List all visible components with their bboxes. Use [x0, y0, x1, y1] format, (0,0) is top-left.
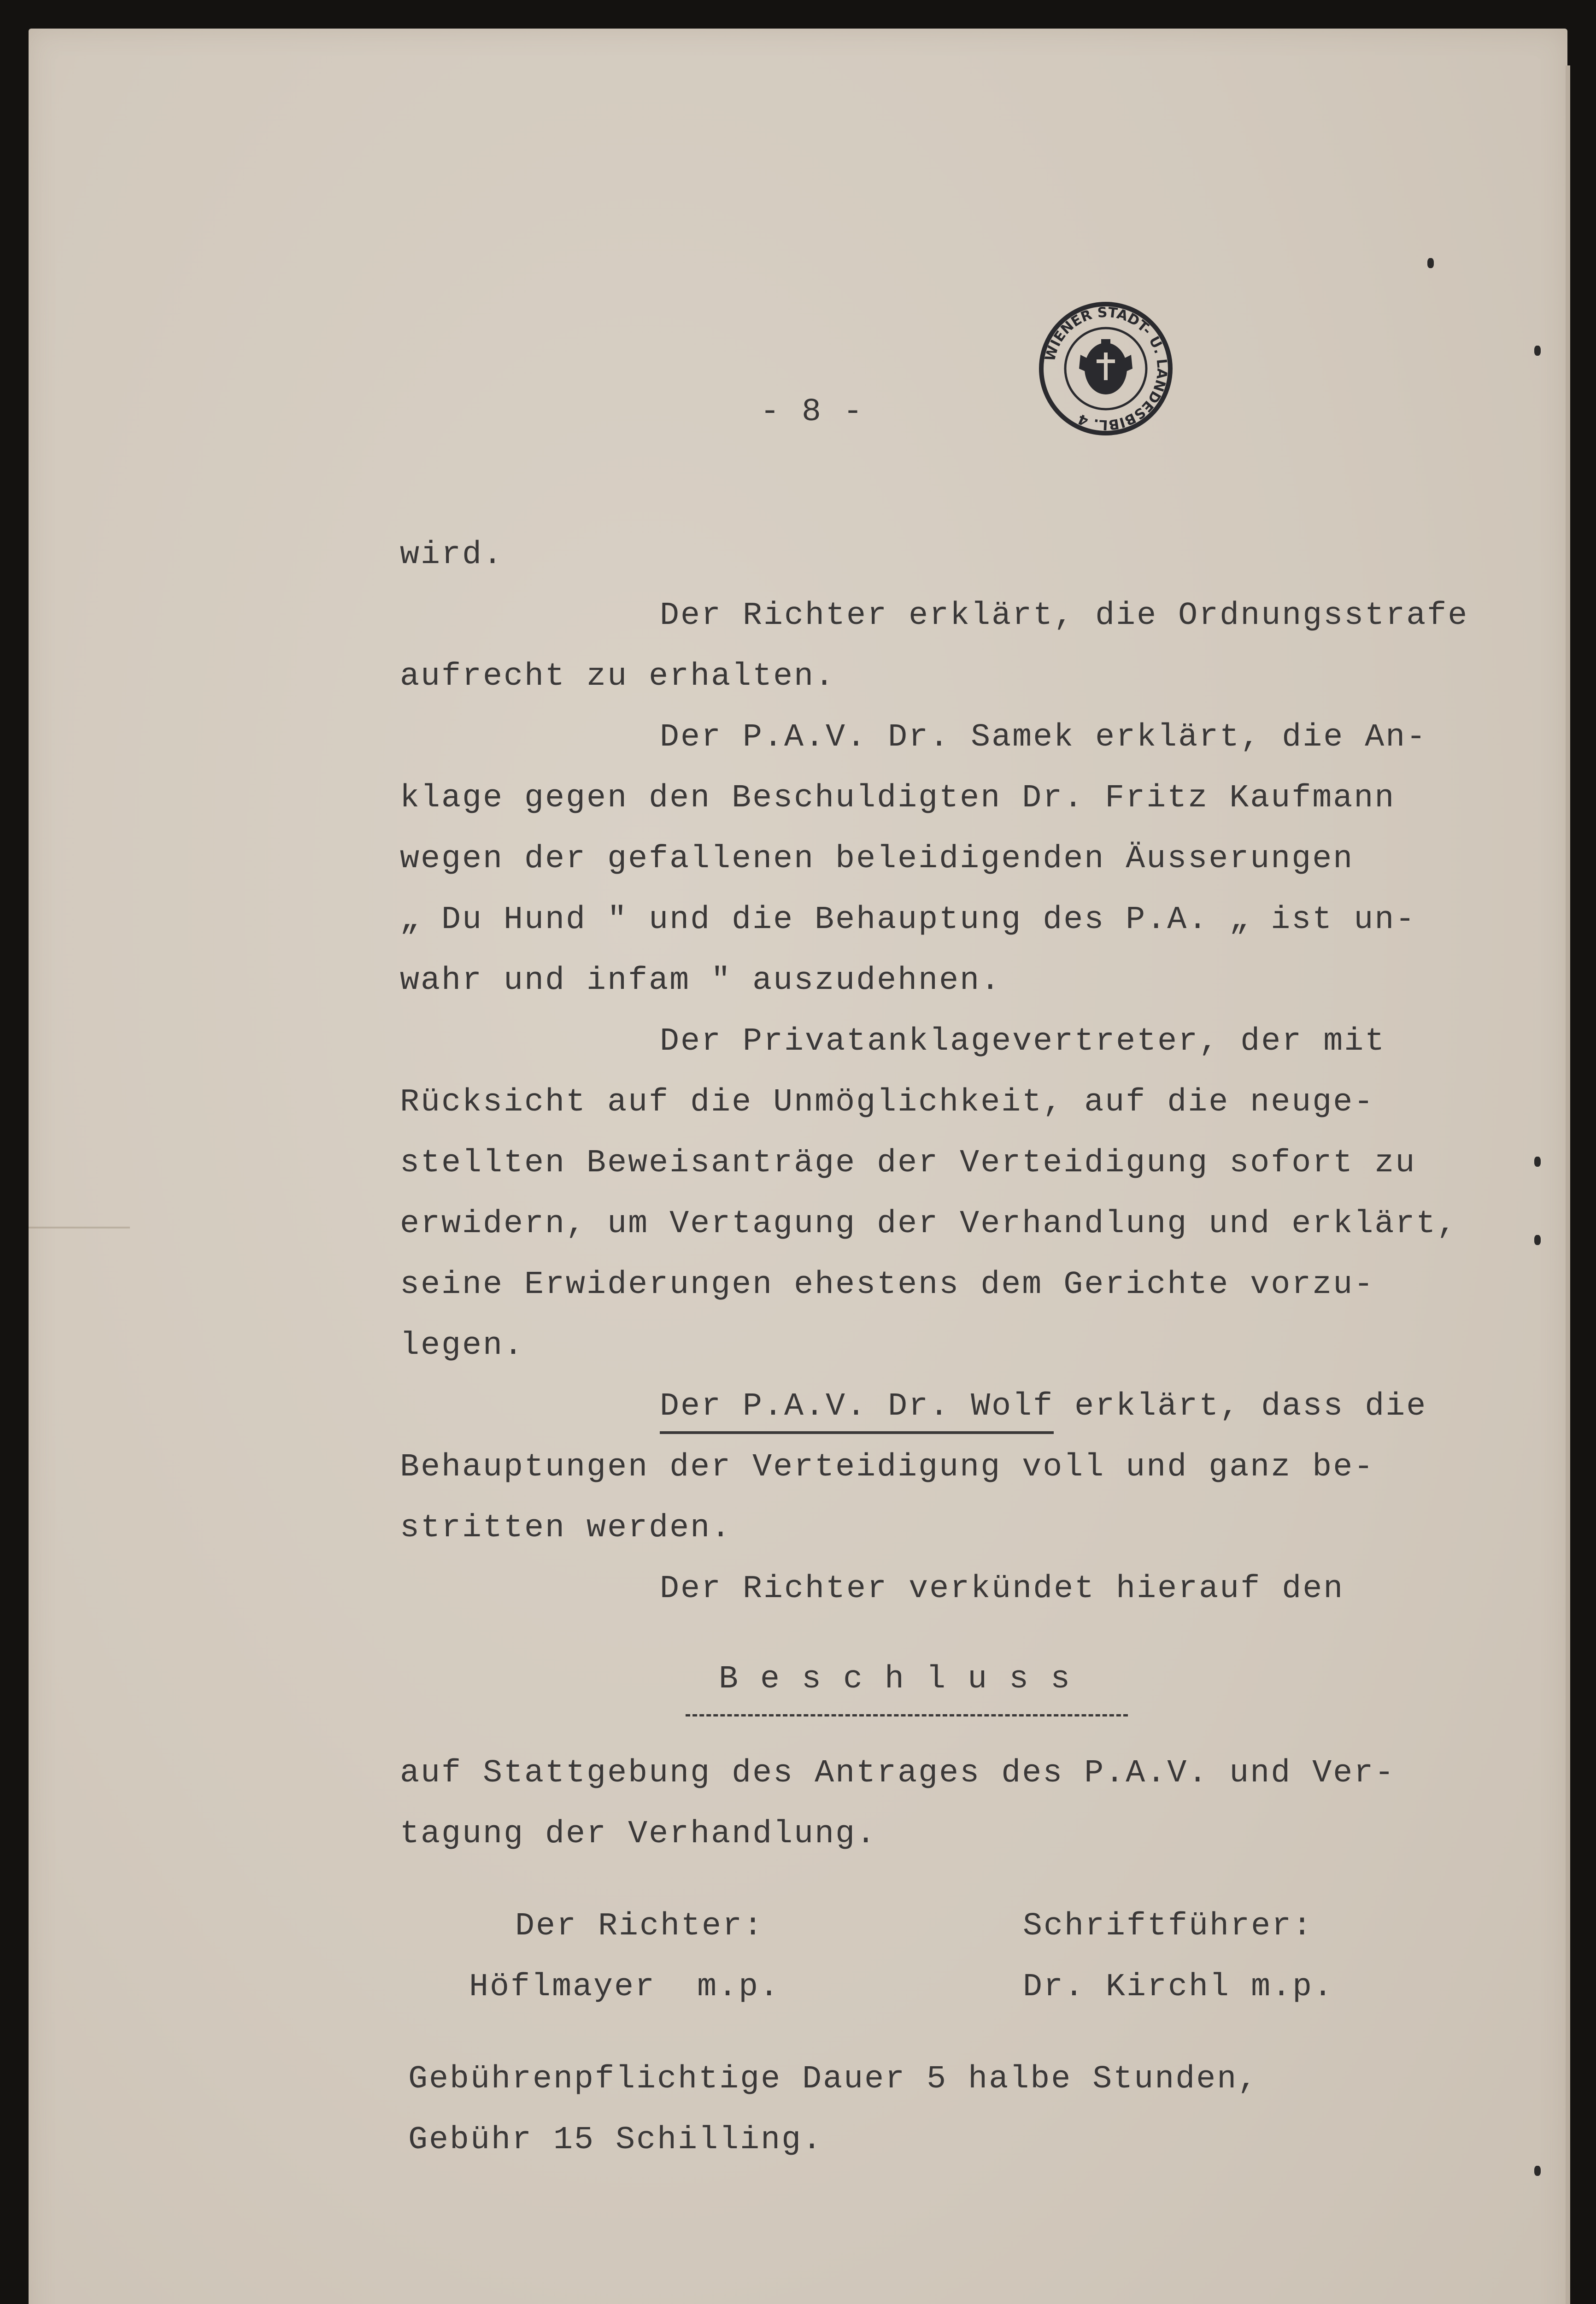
margin-mark — [1534, 346, 1541, 356]
margin-mark — [1534, 1157, 1541, 1167]
beschluss-heading: B e s c h l u s s — [719, 1661, 1072, 1698]
body-line: Der Richter verkündet hierauf den — [660, 1571, 1344, 1607]
body-line: wird. — [400, 537, 504, 573]
body-line: stritten werden. — [400, 1510, 732, 1546]
margin-mark — [1534, 2166, 1541, 2176]
body-line-tail: erklärt, dass die — [1054, 1388, 1427, 1425]
body-line: Der Privatanklagevertreter, der mit — [660, 1023, 1386, 1060]
body-line: wegen der gefallenen beleidigenden Äusserungen — [400, 841, 1354, 877]
svg-text:WIENER STADT- U. LANDESBIBL. 4: WIENER STADT- U. LANDESBIBL. 4 — [1042, 304, 1170, 433]
library-stamp-icon — [1037, 300, 1175, 438]
clerk-title: Schriftführer: — [1023, 1908, 1314, 1945]
margin-mark — [1534, 1235, 1541, 1245]
page-edge — [1566, 65, 1570, 2304]
heading-underline — [686, 1714, 1128, 1716]
body-line: stellten Beweisanträge der Verteidigung sofort zu — [400, 1145, 1416, 1181]
page-number: - 8 - — [760, 394, 864, 430]
margin-mark — [1427, 258, 1434, 268]
body-line: auf Stattgebung des Antrages des P.A.V. und Ver- — [400, 1755, 1396, 1792]
underlined-speaker: Der P.A.V. Dr. Wolf — [660, 1388, 1054, 1434]
judge-name: Höflmayer m.p. — [469, 1969, 780, 2005]
body-line: aufrecht zu erhalten. — [400, 658, 836, 695]
paper-fold — [29, 1227, 130, 1228]
fee-amount-line: Gebühr 15 Schilling. — [408, 2122, 823, 2158]
judge-title: Der Richter: — [515, 1908, 764, 1945]
body-line-compound — [660, 1388, 1427, 1425]
body-line: Behauptungen der Verteidigung voll und ganz be- — [400, 1449, 1375, 1486]
body-line: seine Erwiderungen ehestens dem Gerichte vorzu- — [400, 1267, 1375, 1303]
body-line: klage gegen den Beschuldigten Dr. Fritz Kaufmann — [400, 780, 1396, 817]
body-line: wahr und infam " auszudehnen. — [400, 963, 1002, 999]
body-line: Der Richter erklärt, die Ordnungsstrafe — [660, 598, 1469, 634]
body-line: Der P.A.V. Dr. Samek erklärt, die An- — [660, 719, 1427, 756]
body-line: Rücksicht auf die Unmöglichkeit, auf die neuge- — [400, 1084, 1375, 1121]
body-line: erwidern, um Vertagung der Verhandlung und erklärt, — [400, 1206, 1458, 1242]
body-line: „ Du Hund " und die Behauptung des P.A. „ ist un- — [400, 902, 1416, 938]
clerk-name: Dr. Kirchl m.p. — [1023, 1969, 1334, 2005]
body-line: legen. — [400, 1328, 525, 1364]
fee-duration-line: Gebührenpflichtige Dauer 5 halbe Stunden, — [408, 2061, 1259, 2098]
body-line: tagung der Verhandlung. — [400, 1816, 877, 1852]
